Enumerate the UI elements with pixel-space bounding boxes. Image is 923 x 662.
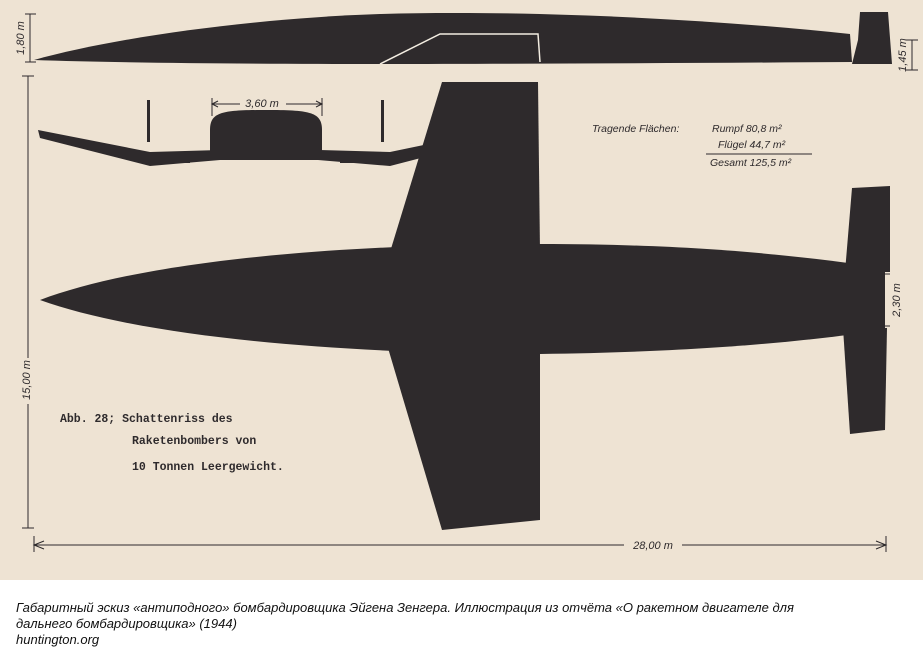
areas-total: Gesamt 125,5 m² xyxy=(710,157,792,169)
top-view-lower-tail xyxy=(843,328,887,434)
top-view-upper-tail xyxy=(845,186,890,272)
front-view-right-fin xyxy=(381,100,384,142)
length-label: 28,00 m xyxy=(633,540,673,552)
caption-line-2: дальнего бомбардировщика» (1944) xyxy=(16,616,237,631)
areas-heading: Tragende Flächen: xyxy=(592,123,680,135)
front-view-left-fin xyxy=(147,100,150,142)
front-width-label: 3,60 m xyxy=(245,98,279,110)
caption-source: huntington.org xyxy=(16,632,100,647)
caption-line-1: Габаритный эскиз «антиподного» бомбардировщика Эйгена Зенгера. Иллюстрация из отчёта «О ракетном двигателе для xyxy=(16,600,794,615)
tail-height-label: 1,45 m xyxy=(897,38,909,72)
wingspan-label: 15,00 m xyxy=(21,360,33,400)
figure-caption-line1: Abb. 28; Schattenriss des xyxy=(60,413,233,426)
side-height-label: 1,80 m xyxy=(15,21,27,55)
areas-wing: Flügel 44,7 m² xyxy=(718,139,786,151)
front-view-left-strut xyxy=(150,160,190,163)
figure-caption-line2: Raketenbombers von xyxy=(132,435,257,448)
areas-fuselage: Rumpf 80,8 m² xyxy=(712,123,782,135)
figure-caption-line3: 10 Tonnen Leergewicht. xyxy=(132,461,284,474)
body-width-label: 2,30 m xyxy=(891,283,903,317)
front-view-right-strut xyxy=(340,160,380,163)
image-caption xyxy=(16,600,911,648)
front-view-fuselage xyxy=(210,110,322,160)
